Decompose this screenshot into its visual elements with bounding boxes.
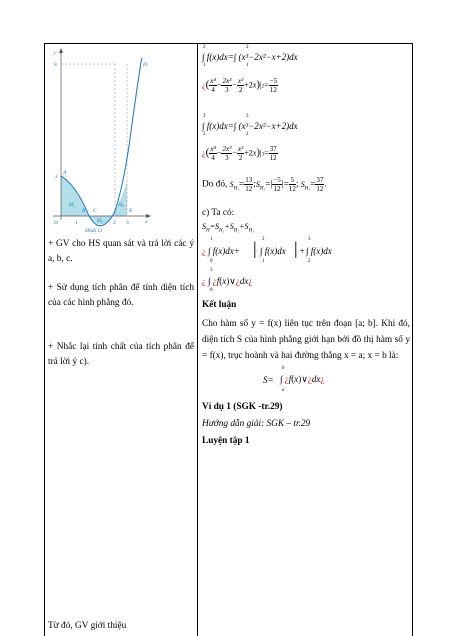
tick-y2: 2 bbox=[55, 174, 58, 180]
point-d: D bbox=[143, 62, 147, 68]
tick-y8: 8 bbox=[54, 62, 57, 68]
integral-abs: ¿ 3 0 ∫ ¿f(x)∨¿dx¿ bbox=[202, 268, 253, 293]
example-1-heading: Ví dụ 1 (SGK -tr.29) bbox=[202, 402, 283, 412]
part-c-heading: c) Ta có: bbox=[202, 208, 235, 218]
conclusion-heading: Kết luận bbox=[202, 300, 237, 310]
left-para-4: Từ đó, GV giới thiệu bbox=[48, 621, 127, 631]
label-h3: H3 bbox=[118, 202, 124, 208]
area-sum: $S_H=S_{H_1}+S_{H_2}+S_{H_3}$ bbox=[202, 222, 254, 234]
practice-1-heading: Luyện tập 1 bbox=[202, 436, 250, 446]
antiderivative-1-2: ¿( $\frac{\text{x⁴}}{4}$ − $\frac{\text{2x³}}{3}$ − $\frac{\text{x²}}{2}$ +2x)|2= $\frac{-5}{12}$ bbox=[202, 77, 278, 94]
area-formula: S= b a ∫ ¿f(x)∨¿dx¿ bbox=[263, 366, 325, 393]
conclusion-text: Cho hàm số y = f(x) liên tục trên đoạn [a; b]. Khi đó, diện tích S của hình phẳng giới hạn bởi đồ thị hàm số y = f(x), trục hoành và hai đường thẳng x = a; x = b là: bbox=[202, 319, 410, 361]
origin-label: O bbox=[54, 220, 58, 226]
point-a: A bbox=[63, 170, 67, 176]
tick-x2: 2 bbox=[113, 220, 116, 226]
figure-caption: Hình 11 bbox=[85, 228, 103, 232]
left-para-2: + Sử dụng tích phân để tính diện tích của các hình phẳng đó. bbox=[48, 283, 194, 308]
areas-result: Do đó, $S_{H_1}=$ $\frac{13}{12}$ $;S_{H_2}=|$ $\frac{-5}{12}$ |= $\frac{5}{12}$ ; $S_{H_3}=$ $\frac{37}{12}$ . bbox=[202, 176, 327, 193]
right-column bbox=[198, 44, 413, 636]
label-h2: H2 bbox=[97, 218, 103, 224]
left-para-1: + GV cho HS quan sát và trả lời các ý a, b, c. bbox=[48, 239, 194, 264]
integral-2-3: 3 2 ∫ f(x)dx=∫ (x³−2x²−x+2)dx 3 2 bbox=[202, 114, 298, 137]
integral-sum: ¿ 1 0 ∫ f(x)dx+ | 2 1 ∫ f(x)dx | + 3 2 ∫ f(x)dx bbox=[202, 237, 332, 264]
example-1-guide: Hướng dẫn giải: SGK – tr.29 bbox=[202, 419, 311, 429]
point-b: B bbox=[82, 208, 86, 214]
content-table bbox=[44, 43, 413, 636]
label-h1: H1 bbox=[69, 202, 75, 208]
tick-x3: 3 bbox=[126, 220, 129, 226]
x-axis-label: x bbox=[145, 219, 148, 225]
left-column bbox=[45, 44, 197, 636]
left-para-3: + Nhắc lại tính chất của tích phân để trả lời ý c). bbox=[48, 342, 194, 367]
point-e: E bbox=[129, 208, 133, 214]
region-h3 bbox=[112, 181, 127, 216]
antiderivative-2-3: ¿( $\frac{\text{x⁴}}{4}$ − $\frac{\text{2x³}}{3}$ − $\frac{\text{x²}}{2}$ +2x)|3= $\frac{37}{12}$ bbox=[202, 145, 277, 162]
y-axis-label: y bbox=[54, 50, 57, 56]
point-c: C bbox=[93, 208, 97, 214]
tick-x1: 1 bbox=[75, 220, 78, 226]
integral-1-2: 2 1 ∫ f(x)dx=∫ (x³−2x²−x+2)dx 2 1 bbox=[202, 45, 298, 68]
area-figure bbox=[49, 46, 155, 232]
